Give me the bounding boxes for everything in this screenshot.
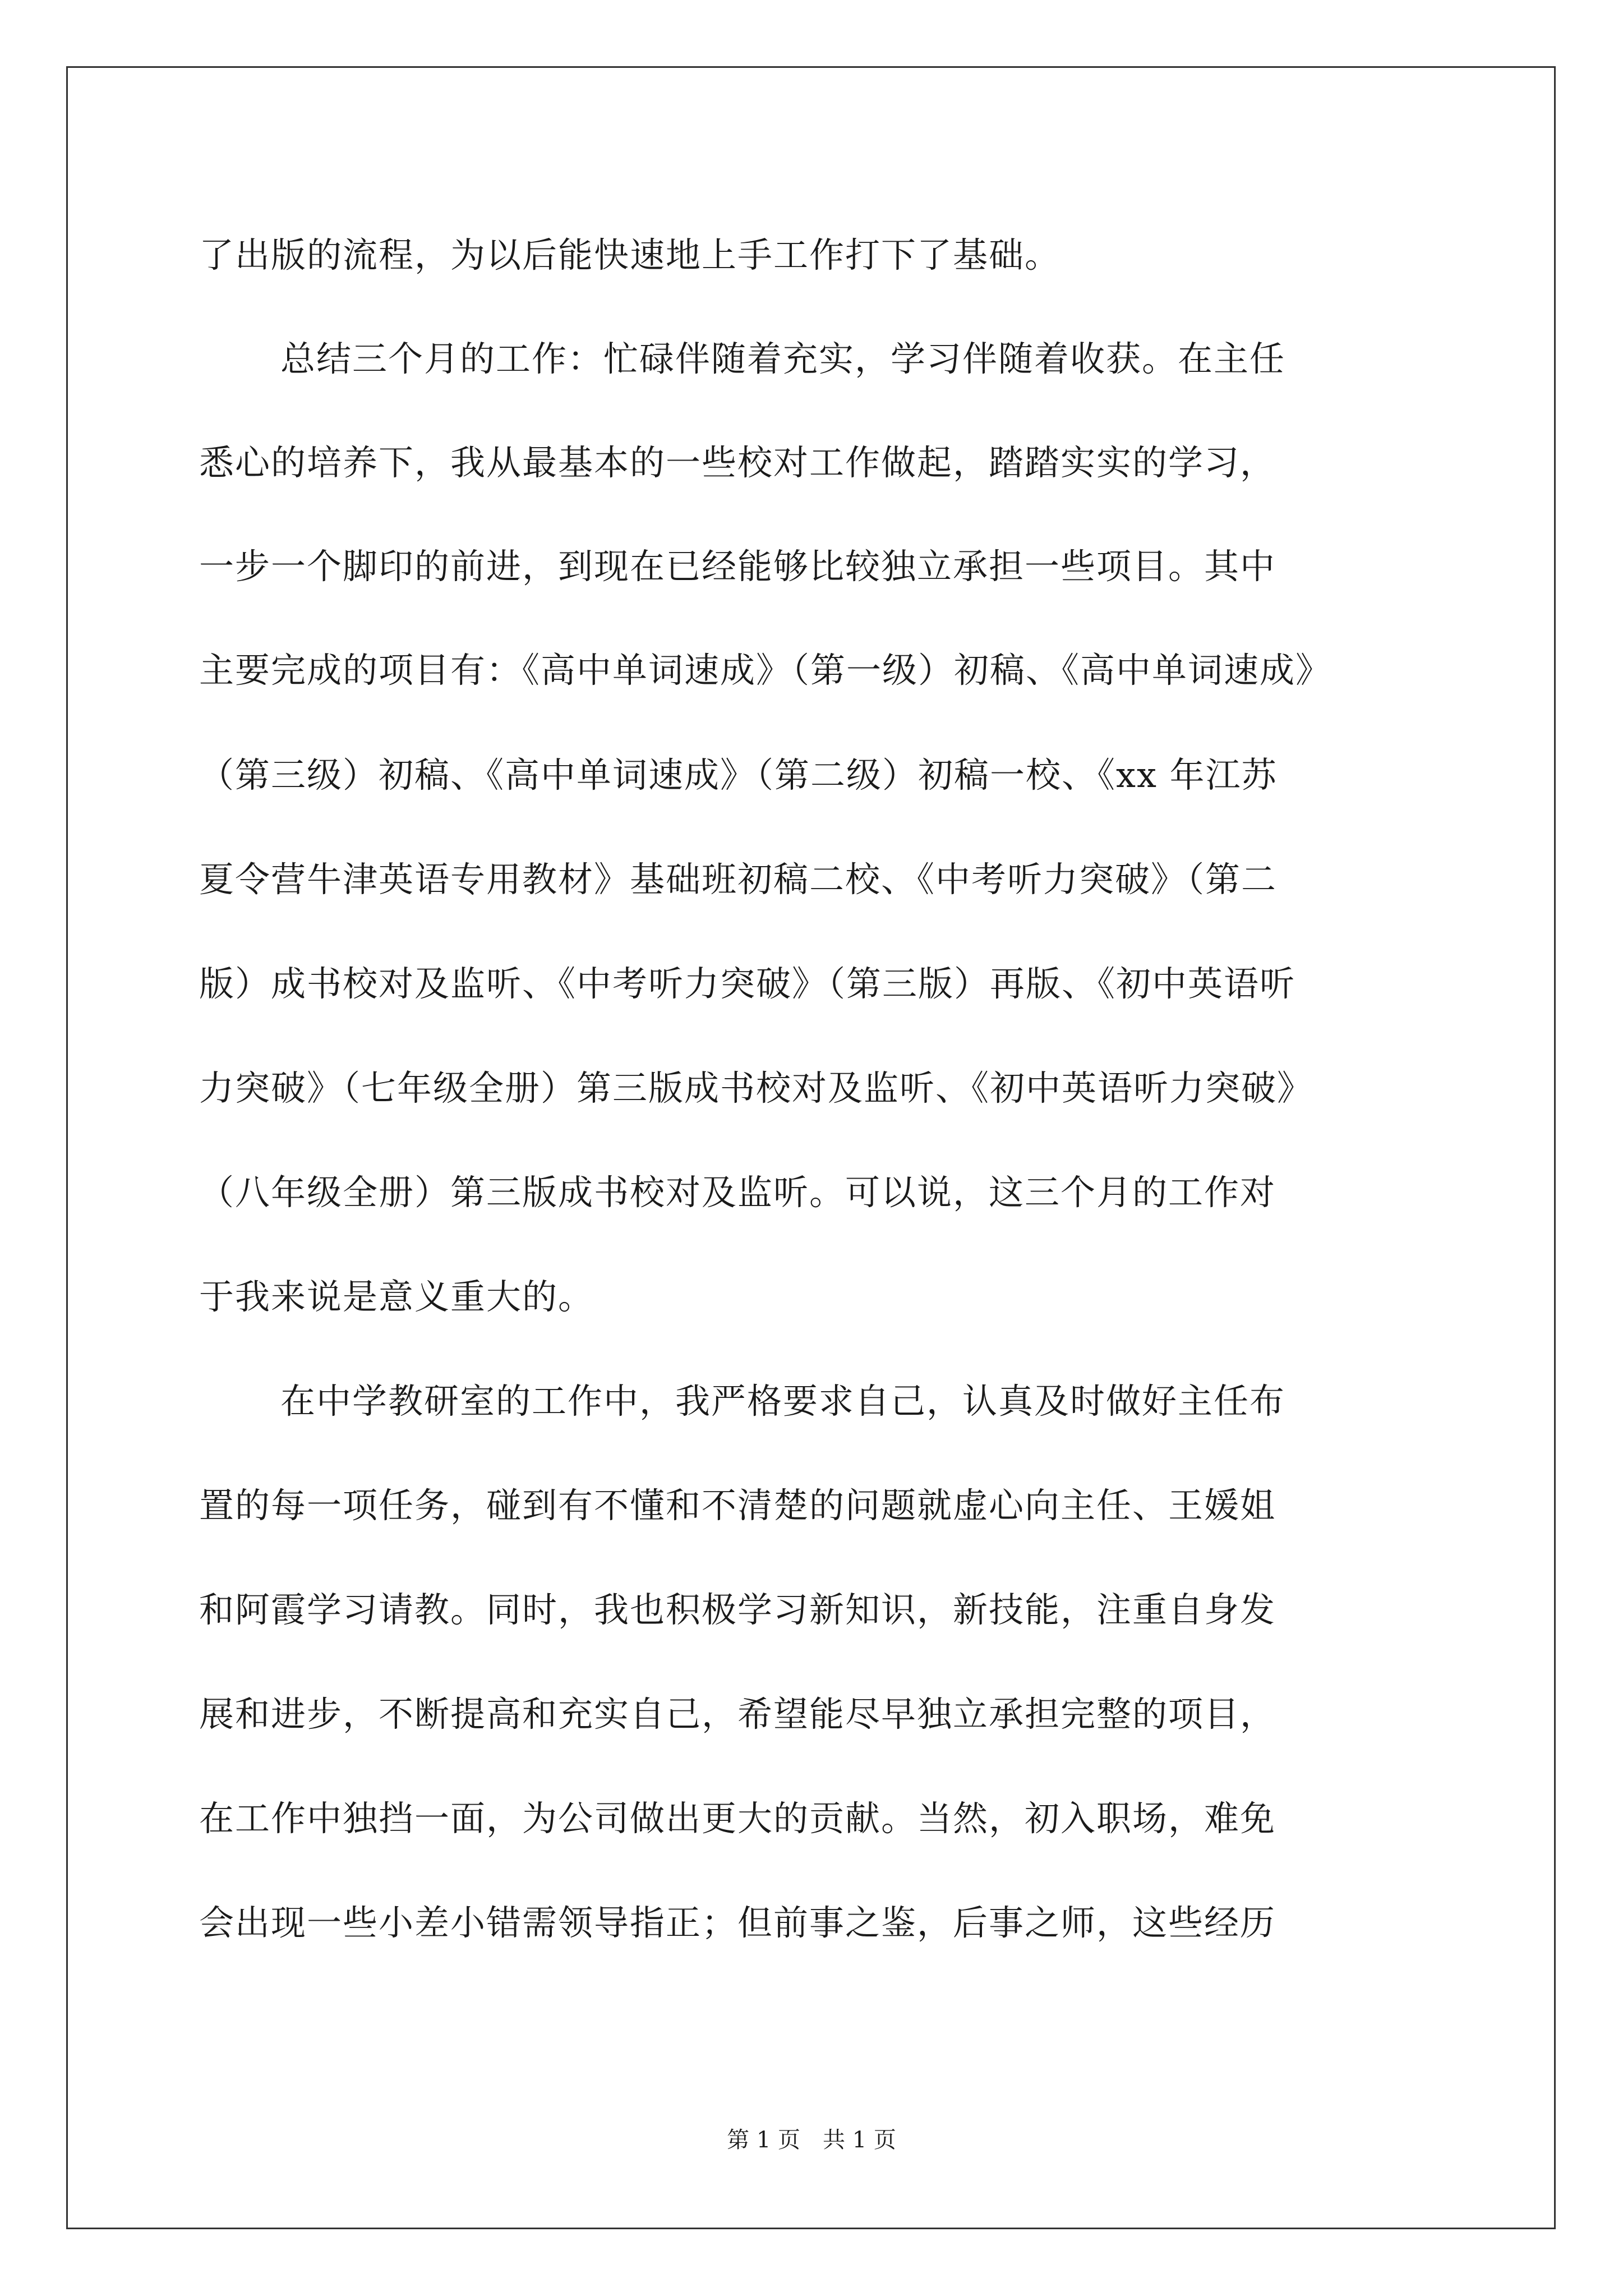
text-line: 在工作中独挡一面，为公司做出更大的贡献。当然，初入职场，难免 bbox=[199, 1798, 1276, 1839]
text-line: 于我来说是意义重大的。 bbox=[199, 1276, 594, 1317]
text-line: 了出版的流程，为以后能快速地上手工作打下了基础。 bbox=[199, 234, 1061, 275]
text-line: 主要完成的项目有：《高中单词速成》（第一级）初稿、《高中单词速成》 bbox=[199, 650, 1332, 691]
paragraph-start: 总结三个月的工作：忙碌伴随着充实，学习伴随着收获。在主任 bbox=[280, 338, 1286, 379]
text-line: 展和进步，不断提高和充实自己，希望能尽早独立承担完整的项目， bbox=[199, 1694, 1276, 1734]
text-line: 和阿霞学习请教。同时，我也积极学习新知识，新技能，注重自身发 bbox=[199, 1589, 1276, 1630]
page-number: 第 1 页 共 1 页 bbox=[727, 2127, 896, 2153]
paragraph-start: 在中学教研室的工作中，我严格要求自己，认真及时做好主任布 bbox=[280, 1381, 1286, 1421]
text-line: 夏令营牛津英语专用教材》基础班初稿二校、《中考听力突破》（第二 bbox=[199, 859, 1278, 900]
text-line: 一步一个脚印的前进，到现在已经能够比较独立承担一些项目。其中 bbox=[199, 546, 1276, 587]
text-line: （八年级全册）第三版成书校对及监听。可以说，这三个月的工作对 bbox=[199, 1172, 1276, 1213]
text-line: 置的每一项任务，碰到有不懂和不清楚的问题就虚心向主任、王媛姐 bbox=[199, 1485, 1276, 1526]
text-line: 版）成书校对及监听、《中考听力突破》（第三版）再版、《初中英语听 bbox=[199, 963, 1296, 1004]
text-line: （第三级）初稿、《高中单词速成》（第二级）初稿一校、《xx 年江苏 bbox=[199, 754, 1278, 795]
text-line: 会出现一些小差小错需领导指正；但前事之鉴，后事之师，这些经历 bbox=[199, 1902, 1276, 1943]
text-line: 悉心的培养下，我从最基本的一些校对工作做起，踏踏实实的学习， bbox=[199, 442, 1276, 483]
text-line: 力突破》（七年级全册）第三版成书校对及监听、《初中英语听力突破》 bbox=[199, 1068, 1313, 1108]
